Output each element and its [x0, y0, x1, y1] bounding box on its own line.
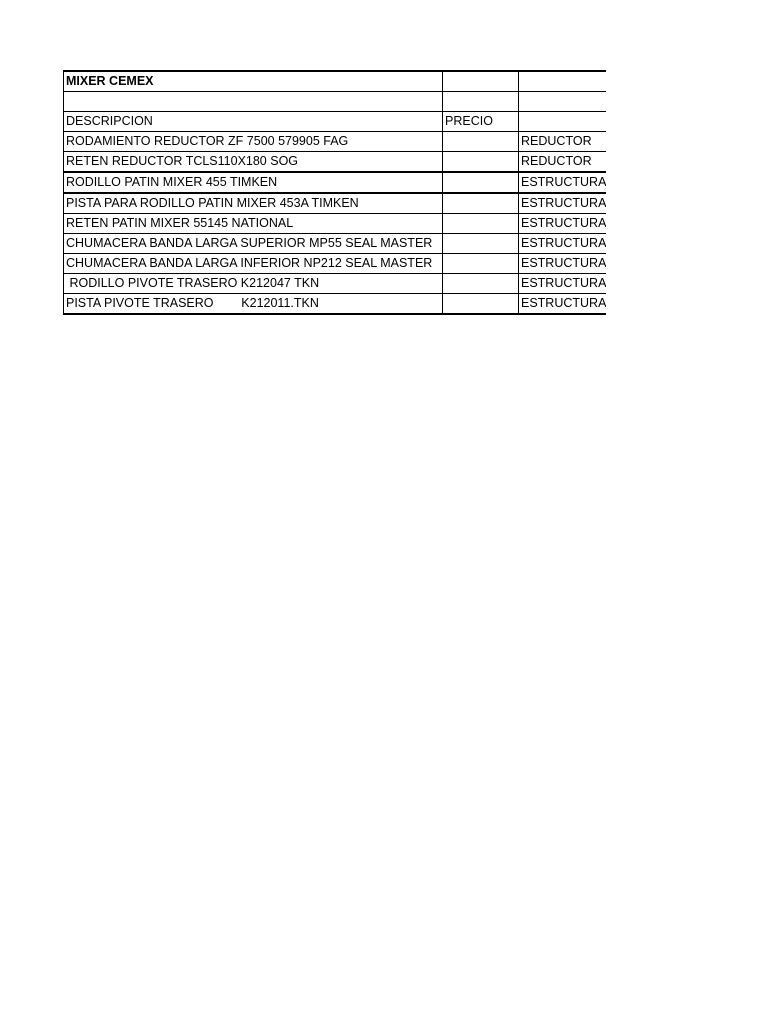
cell-descripcion: CHUMACERA BANDA LARGA INFERIOR NP212 SEAL MASTER — [64, 254, 443, 274]
empty-cell — [519, 71, 607, 92]
empty-cell — [443, 92, 519, 112]
cell-descripcion: CHUMACERA BANDA LARGA SUPERIOR MP55 SEAL MASTER — [64, 234, 443, 254]
cell-categoria: ESTRUCTURA — [519, 172, 607, 193]
cell-categoria: ESTRUCTURA — [519, 234, 607, 254]
cell-precio — [443, 193, 519, 214]
cell-categoria: ESTRUCTURA — [519, 294, 607, 315]
cell-precio — [443, 294, 519, 315]
header-categoria — [519, 112, 607, 132]
cell-categoria: ESTRUCTURA — [519, 254, 607, 274]
title-row — [64, 71, 607, 92]
cell-descripcion: RETEN REDUCTOR TCLS110X180 SOG — [64, 152, 443, 173]
blank-row — [64, 92, 607, 112]
table-row — [64, 274, 607, 294]
empty-cell — [443, 71, 519, 92]
table-row — [64, 254, 607, 274]
empty-cell — [519, 92, 607, 112]
header-descripcion: DESCRIPCION — [64, 112, 443, 132]
cell-precio — [443, 254, 519, 274]
cell-precio — [443, 234, 519, 254]
header-row — [64, 112, 607, 132]
cell-precio — [443, 274, 519, 294]
cell-precio — [443, 172, 519, 193]
cell-descripcion: RODILLO PATIN MIXER 455 TIMKEN — [64, 172, 443, 193]
table-row — [64, 152, 607, 173]
table-row — [64, 172, 607, 193]
table-row — [64, 234, 607, 254]
cell-descripcion: RODAMIENTO REDUCTOR ZF 7500 579905 FAG — [64, 132, 443, 152]
table-row — [64, 193, 607, 214]
cell-descripcion: RODILLO PIVOTE TRASERO K212047 TKN — [64, 274, 443, 294]
sheet-title: MIXER CEMEX — [64, 71, 443, 92]
parts-table — [63, 70, 606, 315]
table-row — [64, 132, 607, 152]
cell-categoria: REDUCTOR — [519, 152, 607, 173]
cell-categoria: ESTRUCTURA — [519, 274, 607, 294]
header-precio: PRECIO — [443, 112, 519, 132]
cell-descripcion: RETEN PATIN MIXER 55145 NATIONAL — [64, 214, 443, 234]
cell-categoria: REDUCTOR — [519, 132, 607, 152]
cell-descripcion: PISTA PIVOTE TRASERO K212011.TKN — [64, 294, 443, 315]
cell-categoria: ESTRUCTURA — [519, 193, 607, 214]
table-row — [64, 294, 607, 315]
cell-precio — [443, 152, 519, 173]
cell-categoria: ESTRUCTURA — [519, 214, 607, 234]
table-row — [64, 214, 607, 234]
cell-precio — [443, 214, 519, 234]
empty-cell — [64, 92, 443, 112]
cell-precio — [443, 132, 519, 152]
cell-descripcion: PISTA PARA RODILLO PATIN MIXER 453A TIMKEN — [64, 193, 443, 214]
